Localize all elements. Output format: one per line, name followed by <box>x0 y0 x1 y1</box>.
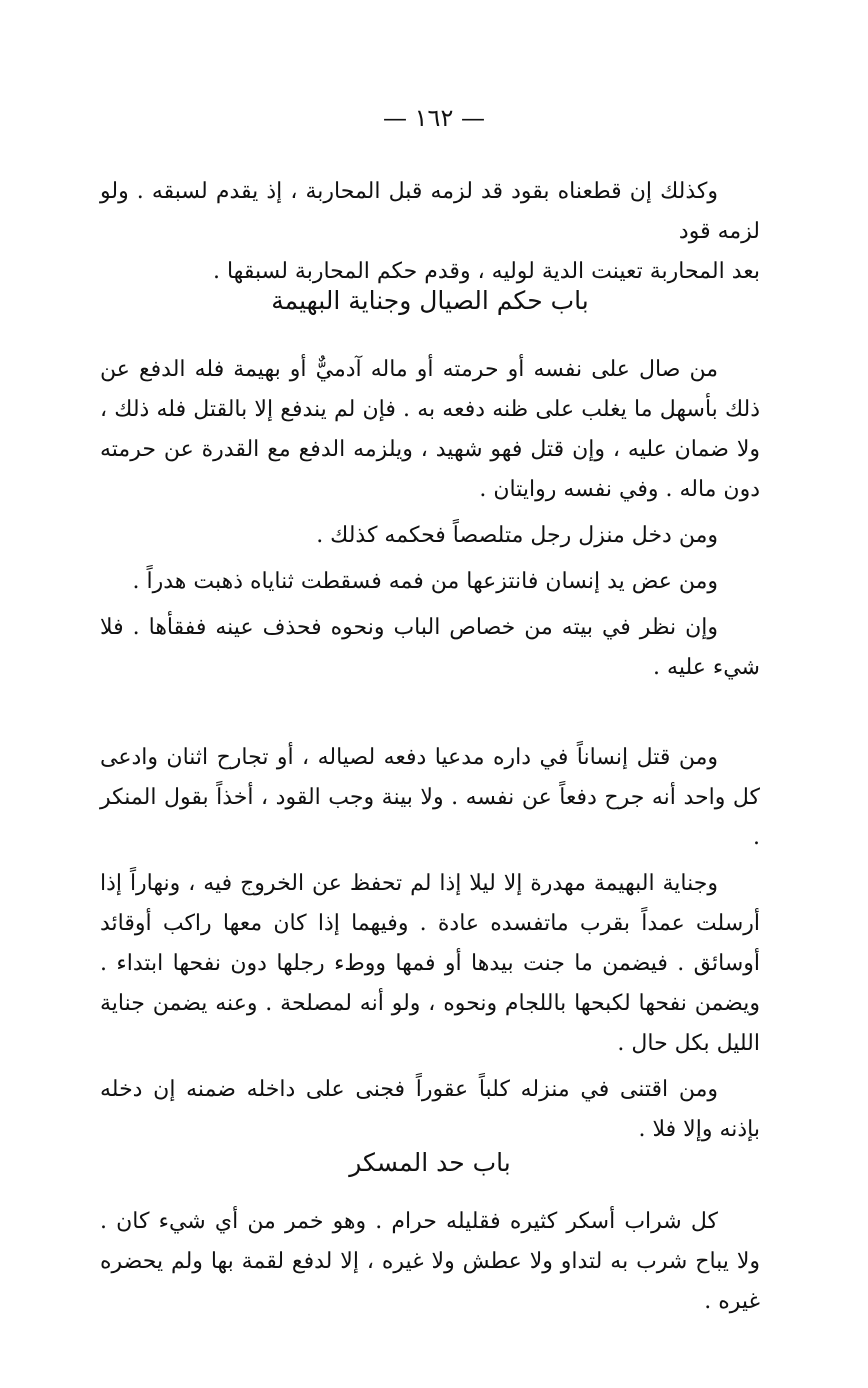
intro-line-1: وكذلك إن قطعناه بقود قد لزمه قبل المحاربة ، إذ يقدم لسبقه . ولو لزمه قود <box>100 179 760 244</box>
paragraph: ومن دخل منزل رجل متلصصاً فحكمه كذلك . <box>316 523 718 548</box>
paragraph: وجناية البهيمة مهدرة إلا ليلا إذا لم تحفظ عن الخروج فيه ، ونهاراً إذا أرسلت عمداً بقرب ماتفسده عادة . وفيهما إذا كان معها راكب أوقائد أوسائق . فيضمن ما جنت بيدها أو فمها ووطء رجلها دون نفحها ابتداء . ويضمن نفحها لكبحها باللجام ونحوه ، ولو أنه لمصلحة . وعنه يضمن جناية الليل بكل حال . <box>100 871 760 1056</box>
section-sial-body <box>100 350 760 688</box>
paragraph: وإن نظر في بيته من خصاص الباب ونحوه فحذف عينه ففقأها . فلا شيء عليه . <box>100 615 760 680</box>
paragraph: كل شراب أسكر كثيره فقليله حرام . وهو خمر من أي شيء كان . ولا يباح شرب به لتداو ولا عطش ولا غيره ، إلا لدفع لقمة بها ولم يحضره غيره . <box>100 1209 760 1314</box>
section-jinaya-body <box>100 738 760 1150</box>
intro-line-2: بعد المحاربة تعينت الدية لوليه ، وقدم حكم المحاربة لسبقها . <box>212 259 760 284</box>
section-heading-sial: باب حكم الصيال وجناية البهيمة <box>271 286 589 315</box>
paragraph: من صال على نفسه أو حرمته أو ماله آدميٌّ أو بهيمة فله الدفع عن ذلك بأسهل ما يغلب على ظنه دفعه به . فإن لم يندفع إلا بالقتل فله ذلك ، ولا ضمان عليه ، وإن قتل فهو شهيد ، ويلزمه الدفع مع القدرة عن حرمته دون ماله . وفي نفسه روايتان . <box>100 357 760 502</box>
section-heading-muskir: باب حد المسكر <box>349 1148 511 1177</box>
paragraph: ومن عض يد إنسان فانتزعها من فمه فسقطت ثناياه ذهبت هدراً . <box>132 569 718 594</box>
paragraph: ومن قتل إنساناً في داره مدعيا دفعه لصياله ، أو تجارح اثنان وادعى كل واحد أنه جرح دفعاً عن نفسه . ولا بينة وجب القود ، أخذاً بقول المنكر . <box>100 745 760 850</box>
page-number: — ١٦٢ — <box>383 104 485 132</box>
intro-paragraph <box>100 172 760 292</box>
section-muskir-body <box>100 1202 760 1322</box>
paragraph: ومن اقتنى في منزله كلباً عقوراً فجنى على داخله ضمنه إن دخله بإذنه وإلا فلا . <box>100 1077 760 1142</box>
